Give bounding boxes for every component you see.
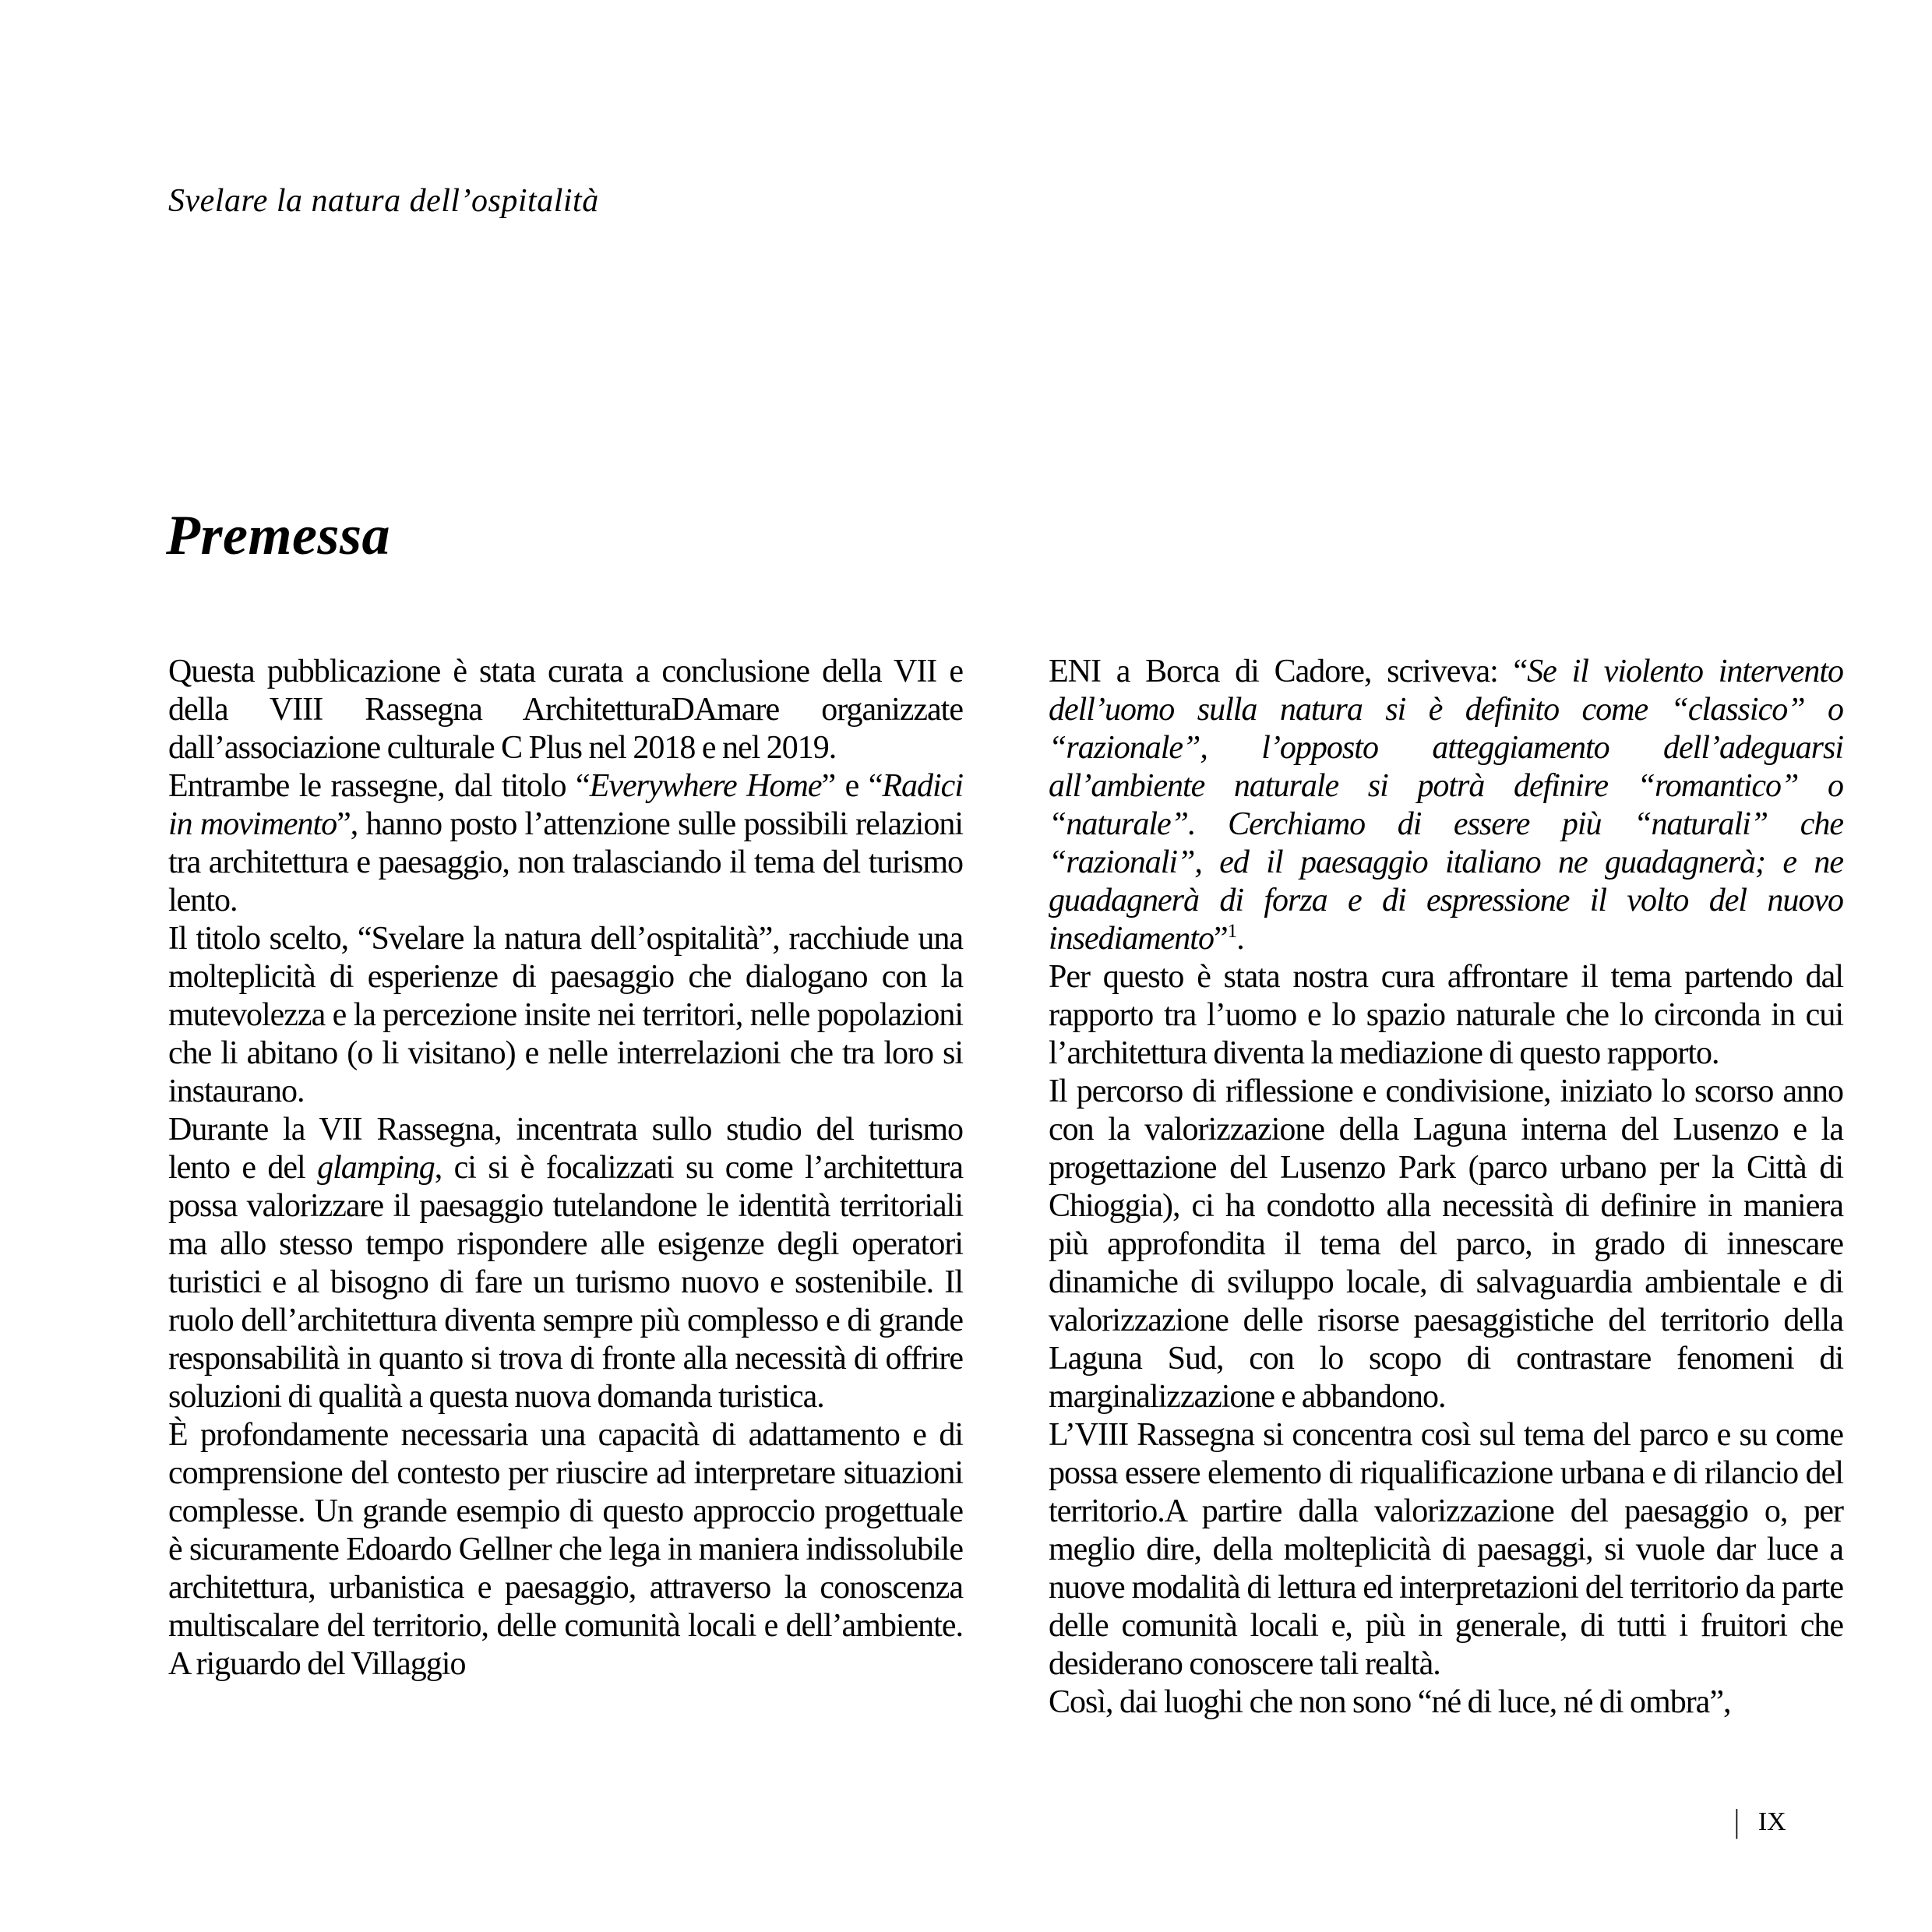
page-footer [1734, 1803, 1786, 1840]
page-number: IX [1757, 1807, 1786, 1836]
text-columns [168, 653, 1843, 1722]
footnote-marker: 1 [1227, 921, 1237, 942]
paragraph [1049, 1416, 1843, 1683]
paragraph [1049, 653, 1843, 958]
column-left [168, 653, 963, 1722]
text-run: . [1236, 921, 1244, 957]
text-run: Questa pubblicazione è stata curata a conclusione della VII e della VIII Rassegna ArchitetturaDAmare organizzate dall’associazione culturale C Plus nel 2018 e nel 2019. [168, 654, 963, 766]
paragraph [168, 920, 963, 1111]
italic-text-run: Se il violento intervento dell’uomo sulla natura si è definito come “classico” o “razionale”, l’opposto atteggiamento dell’adeguarsi all’ambiente naturale si potrà definire “romantico” o “naturale”. Cerchiamo di essere più “naturali” che “razionali”, ed il paesaggio italiano ne guadagnerà; e ne guadagnerà di forza e di espressione il volto del nuovo insediamento [1049, 654, 1844, 957]
paragraph [168, 1111, 963, 1416]
text-run: Il percorso di riflessione e condivisione, iniziato lo scorso anno con la valorizzazione della Laguna interna del Lusenzo e la progettazione del Lusenzo Park (parco urbano per la Città di Chioggia), ci ha condotto alla necessità di definire in maniera più approfondita il tema del parco, in grado di innescare dinamiche di sviluppo locale, di salvaguardia ambientale e di valorizzazione delle risorse paesaggistiche del territorio della Laguna Sud, con lo scopo di contrastare fenomeni di marginalizzazione e abbandono. [1049, 1074, 1843, 1415]
text-run: L’VIII Rassegna si concentra così sul tema del parco e su come possa essere elemento di riqualificazione urbana e di rilancio del territorio.A partire dalla valorizzazione del paesaggio o, per meglio dire, della molteplicità di paesaggi, si vuole dar luce a nuove modalità di lettura ed interpretazioni del territorio da parte delle comunità locali e, più in generale, di tutti i fruitori che desiderano conoscere tali realtà. [1049, 1417, 1843, 1682]
italic-text-run: Radici in movimento [168, 768, 963, 842]
page-title: Premessa [166, 504, 390, 567]
text-run: Il titolo scelto, “Svelare la natura dell’ospitalità”, racchiude una molteplicità di esperienze di paesaggio che dialogano con la mutevolezza e la percezione insite nei territori, nelle popolazioni che li abitano (o li visitano) e nelle interrelazioni che tra loro si instaurano. [168, 921, 963, 1109]
text-run: ” e “ [821, 768, 883, 804]
text-run: Durante la VII Rassegna, incentrata sullo studio del turismo lento e del [168, 1112, 963, 1186]
text-run: ” [1213, 921, 1228, 957]
text-run: È profondamente necessaria una capacità di adattamento e di comprensione del contesto per riuscire ad interpretare situazioni complesse. Un grande esempio di questo approccio progettuale è sicuramente Edoardo Gellner che lega in maniera indissolubile architettura, urbanistica e paesaggio, attraverso la conoscenza multiscalare del territorio, delle comunità locali e dell’ambiente. A riguardo del Villaggio [168, 1417, 963, 1682]
paragraph [168, 767, 963, 920]
paragraph [1049, 958, 1843, 1073]
column-right [1049, 653, 1843, 1722]
page-number-separator: | [1734, 1803, 1740, 1840]
text-run: ”, hanno posto l’attenzione sulle possibili relazioni tra architettura e paesaggio, non tralasciando il tema del turismo lento. [168, 806, 963, 918]
italic-text-run: Everywhere Home [589, 768, 822, 804]
text-run: ENI a Borca di Cadore, scriveva: “ [1049, 654, 1528, 689]
text-run: Entrambe le rassegne, dal titolo “ [168, 768, 590, 804]
text-run: Così, dai luoghi che non sono “né di luce, né di ombra”, [1049, 1684, 1731, 1720]
paragraph [1049, 1073, 1843, 1416]
paragraph [168, 1416, 963, 1683]
running-header: Svelare la natura dell’ospitalità [168, 183, 599, 219]
text-run: , ci si è focalizzati su come l’architettura possa valorizzare il paesaggio tutelandone le identità territoriali ma allo stesso tempo rispondere alle esigenze degli operatori turistici e al bisogno di fare un turismo nuovo e sostenibile. Il ruolo dell’architettura diventa sempre più complesso e di grande responsabilità in quanto si trova di fronte alla necessità di offrire soluzioni di qualità a questa nuova domanda turistica. [168, 1150, 963, 1415]
text-run: Per questo è stata nostra cura affrontare il tema partendo dal rapporto tra l’uomo e lo spazio naturale che lo circonda in cui l’architettura diventa la mediazione di questo rapporto. [1049, 959, 1843, 1071]
paragraph [168, 653, 963, 767]
italic-text-run: glamping [317, 1150, 435, 1186]
paragraph [1049, 1683, 1843, 1722]
